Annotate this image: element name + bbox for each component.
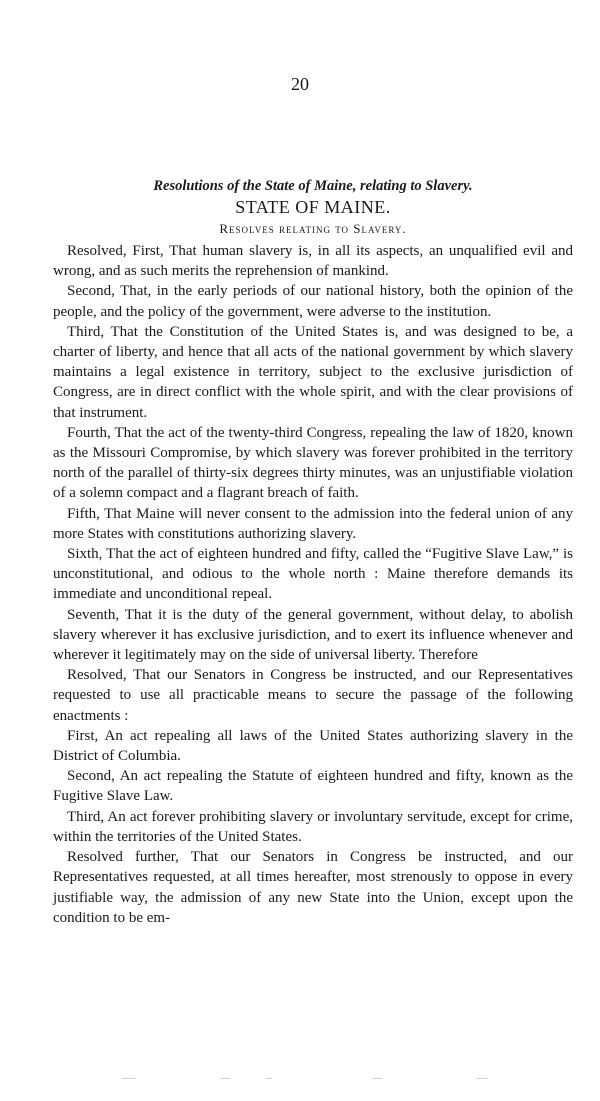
resolves-subheading: Resolves relating to Slavery.: [219, 221, 407, 236]
document-body: [53, 176, 573, 928]
paragraph-resolved-further: Resolved further, That our Senators in Congress be instructed, and our Representatives requested, at all times hereafter, most strenously to oppose in every justifiable way, the admission of any new State into the Union, except upon the condition to be em-: [53, 849, 573, 926]
paragraph-seventh: Seventh, That it is the duty of the general government, without delay, to abolish slavery wherever it has exclusive jurisdiction, and to exert its influence whenever and wherever it legitimately may on the side of universal liberty. Therefore: [53, 606, 573, 664]
paragraph-resolved-senators: Resolved, That our Senators in Congress be instructed, and our Representatives requested to use all practicable means to secure the passage of the following enactments :: [53, 667, 573, 724]
paragraph-first-resolution: Resolved, First, That human slavery is, in all its aspects, an unqualified evil and wrong, and as such merits the reprehension of mankind.: [53, 243, 573, 280]
paragraph-fifth: Fifth, That Maine will never consent to the admission into the federal union of any more States with constitutions authorizing slavery.: [53, 505, 573, 542]
page-edge-marks: [0, 1078, 600, 1088]
page-number: 20: [291, 74, 309, 94]
state-heading: STATE OF MAINE.: [235, 197, 391, 217]
paragraph-third: Third, That the Constitution of the United States is, and was designed to be, a charter of liberty, and hence that all acts of the national government by which slavery maintains a legal existence in territory, subject to the exclusive jurisdiction of Congress, are in direct conflict with the whole spirit, and with the clear provisions of that instrument.: [53, 323, 573, 421]
paragraph-enactment-second: Second, An act repealing the Statute of eighteen hundred and fifty, known as the Fugitive Slave Law.: [53, 768, 573, 805]
paragraph-second: Second, That, in the early periods of our national history, both the opinion of the people, and the policy of the government, were adverse to the institution.: [53, 283, 573, 320]
resolutions-heading: Resolutions of the State of Maine, relating to Slavery.: [153, 178, 473, 194]
paragraph-sixth: Sixth, That the act of eighteen hundred and fifty, called the “Fugitive Slave Law,” is unconstitutional, and odious to the whole north : Maine therefore demands its immediate and unconditional repeal.: [53, 546, 573, 603]
paragraph-enactment-third: Third, An act forever prohibiting slavery or involuntary servitude, except for crime, within the territories of the United States.: [53, 808, 573, 845]
paragraph-enactment-first: First, An act repealing all laws of the United States authorizing slavery in the District of Columbia.: [53, 727, 573, 765]
paragraph-fourth: Fourth, That the act of the twenty-third Congress, repealing the law of 1820, known as the Missouri Compromise, by which slavery was forever prohibited in the territory north of the parallel of thirty-six degrees thirty minutes, was an unjustifiable violation of a solemn compact and a flagrant breach of faith.: [53, 424, 573, 502]
